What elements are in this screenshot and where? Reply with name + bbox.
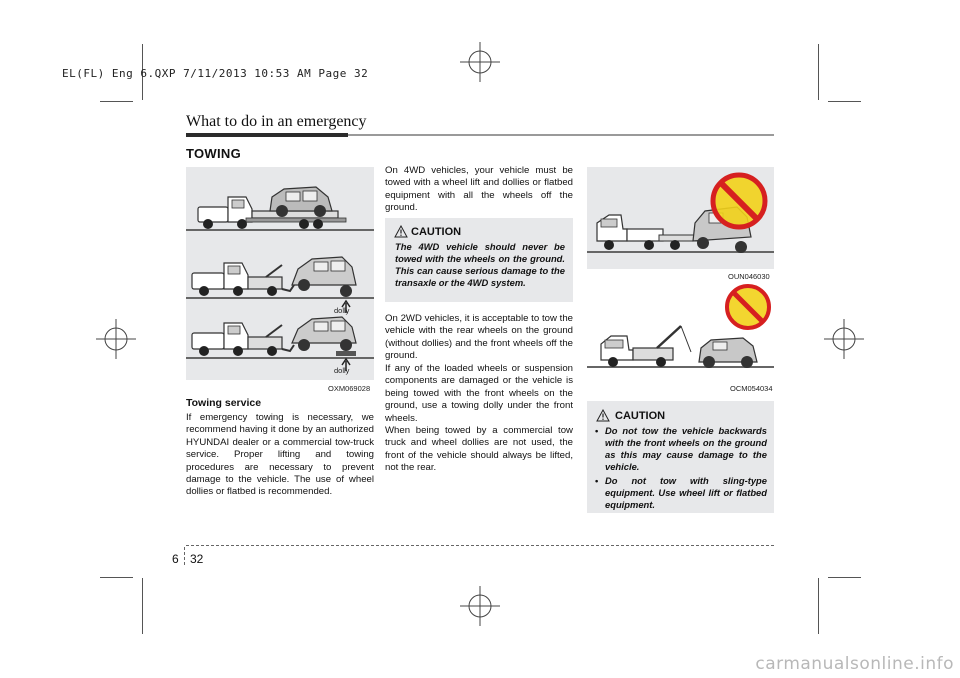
sling-tow-truck-icon (601, 326, 691, 367)
watermark: carmanualsonline.info (755, 654, 954, 674)
registration-mark-right (824, 319, 864, 359)
figure-code-main: OXM069028 (328, 384, 371, 393)
figure-label-dolly-1: dolly (334, 306, 350, 315)
figure-backwards-tow (587, 167, 774, 269)
figure-label-dolly-2: dolly (334, 366, 350, 375)
caution-title-right: CAUTION (615, 410, 666, 422)
section-title: TOWING (186, 146, 241, 161)
wheel-lift-dolly-truck-icon (186, 317, 374, 371)
caution-title-4wd: CAUTION (411, 226, 462, 238)
page-number: 32 (190, 552, 204, 566)
trailer-icon (659, 235, 697, 250)
registration-mark-bottom (460, 586, 500, 626)
paragraph-2wd-3: When being towed by a commercial tow truck and wheel dollies are not used, the front of the vehicle should always be lifted, not the rear. (385, 425, 573, 474)
figure-code-top-right: OUN046030 (728, 272, 770, 281)
warning-triangle-icon-2 (596, 409, 610, 422)
caution-bullet-text: Do not tow the vehicle backwards with the front wheels on the ground as this may cause damage to the vehicle. (605, 425, 767, 472)
prohibited-sign-icon (709, 171, 769, 231)
header-rule-dark (186, 133, 348, 137)
towing-service-heading: Towing service (186, 397, 262, 409)
chapter-header-title: What to do in an emergency (186, 113, 367, 130)
towing-methods-illustration (186, 167, 374, 380)
figure-sling-tow (587, 282, 774, 380)
caution-bullet-item: • Do not tow the vehicle backwards with the front wheels on the ground as this may cause damage to the vehicle. (595, 425, 767, 472)
caution-box-4wd (385, 218, 573, 302)
flatbed-truck-icon (186, 187, 374, 231)
prohibited-sign-icon-2 (723, 282, 773, 332)
paragraph-4wd: On 4WD vehicles, your vehicle must be towed with a wheel lift and dollies or flatbed equipment with all the wheels off the ground. (385, 165, 573, 214)
print-slug-line: EL(FL) Eng 6.QXP 7/11/2013 10:53 AM Page 32 (62, 67, 369, 80)
figure-code-bottom-right: OCM054034 (730, 384, 773, 393)
caution-bullet-item: • Do not tow with sling-type equipment. Use wheel lift or flatbed equipment. (595, 475, 767, 510)
paragraph-2wd-2: If any of the loaded wheels or suspension components are damaged or the vehicle is being towed with the front wheels on the ground, use a towing dolly under the front wheels. (385, 363, 573, 424)
towed-car-icon (699, 338, 757, 368)
wheel-lift-truck-icon (186, 257, 374, 313)
warning-triangle-icon (394, 225, 408, 238)
footer-separator (184, 547, 185, 565)
registration-mark-left (96, 319, 136, 359)
footer-rule (186, 545, 774, 546)
caution-text-4wd: The 4WD vehicle should never be towed with the wheels on the ground. This can cause serious damage to the transaxle or the 4WD system. (395, 241, 565, 288)
caution-bullet-list (595, 425, 767, 513)
registration-mark-top (460, 42, 500, 82)
caution-box-right (587, 401, 774, 513)
towing-methods-figure (186, 167, 374, 380)
header-rule-light (348, 134, 774, 136)
caution-bullet-text: Do not tow with sling-type equipment. Use wheel lift or flatbed equipment. (605, 475, 767, 510)
chapter-number: 6 (172, 552, 179, 566)
paragraph-2wd-1: On 2WD vehicles, it is acceptable to tow the vehicle with the rear wheels on the ground (without dollies) and the front wheels off the ground. (385, 313, 573, 362)
towing-service-paragraph: If emergency towing is necessary, we recommend having it done by an authorized HYUNDAI dealer or a commercial tow-truck service. Proper lifting and towing procedures are necessary to prevent damage to the vehicle. The use of wheel dollies or flatbed is recommended. (186, 412, 374, 498)
